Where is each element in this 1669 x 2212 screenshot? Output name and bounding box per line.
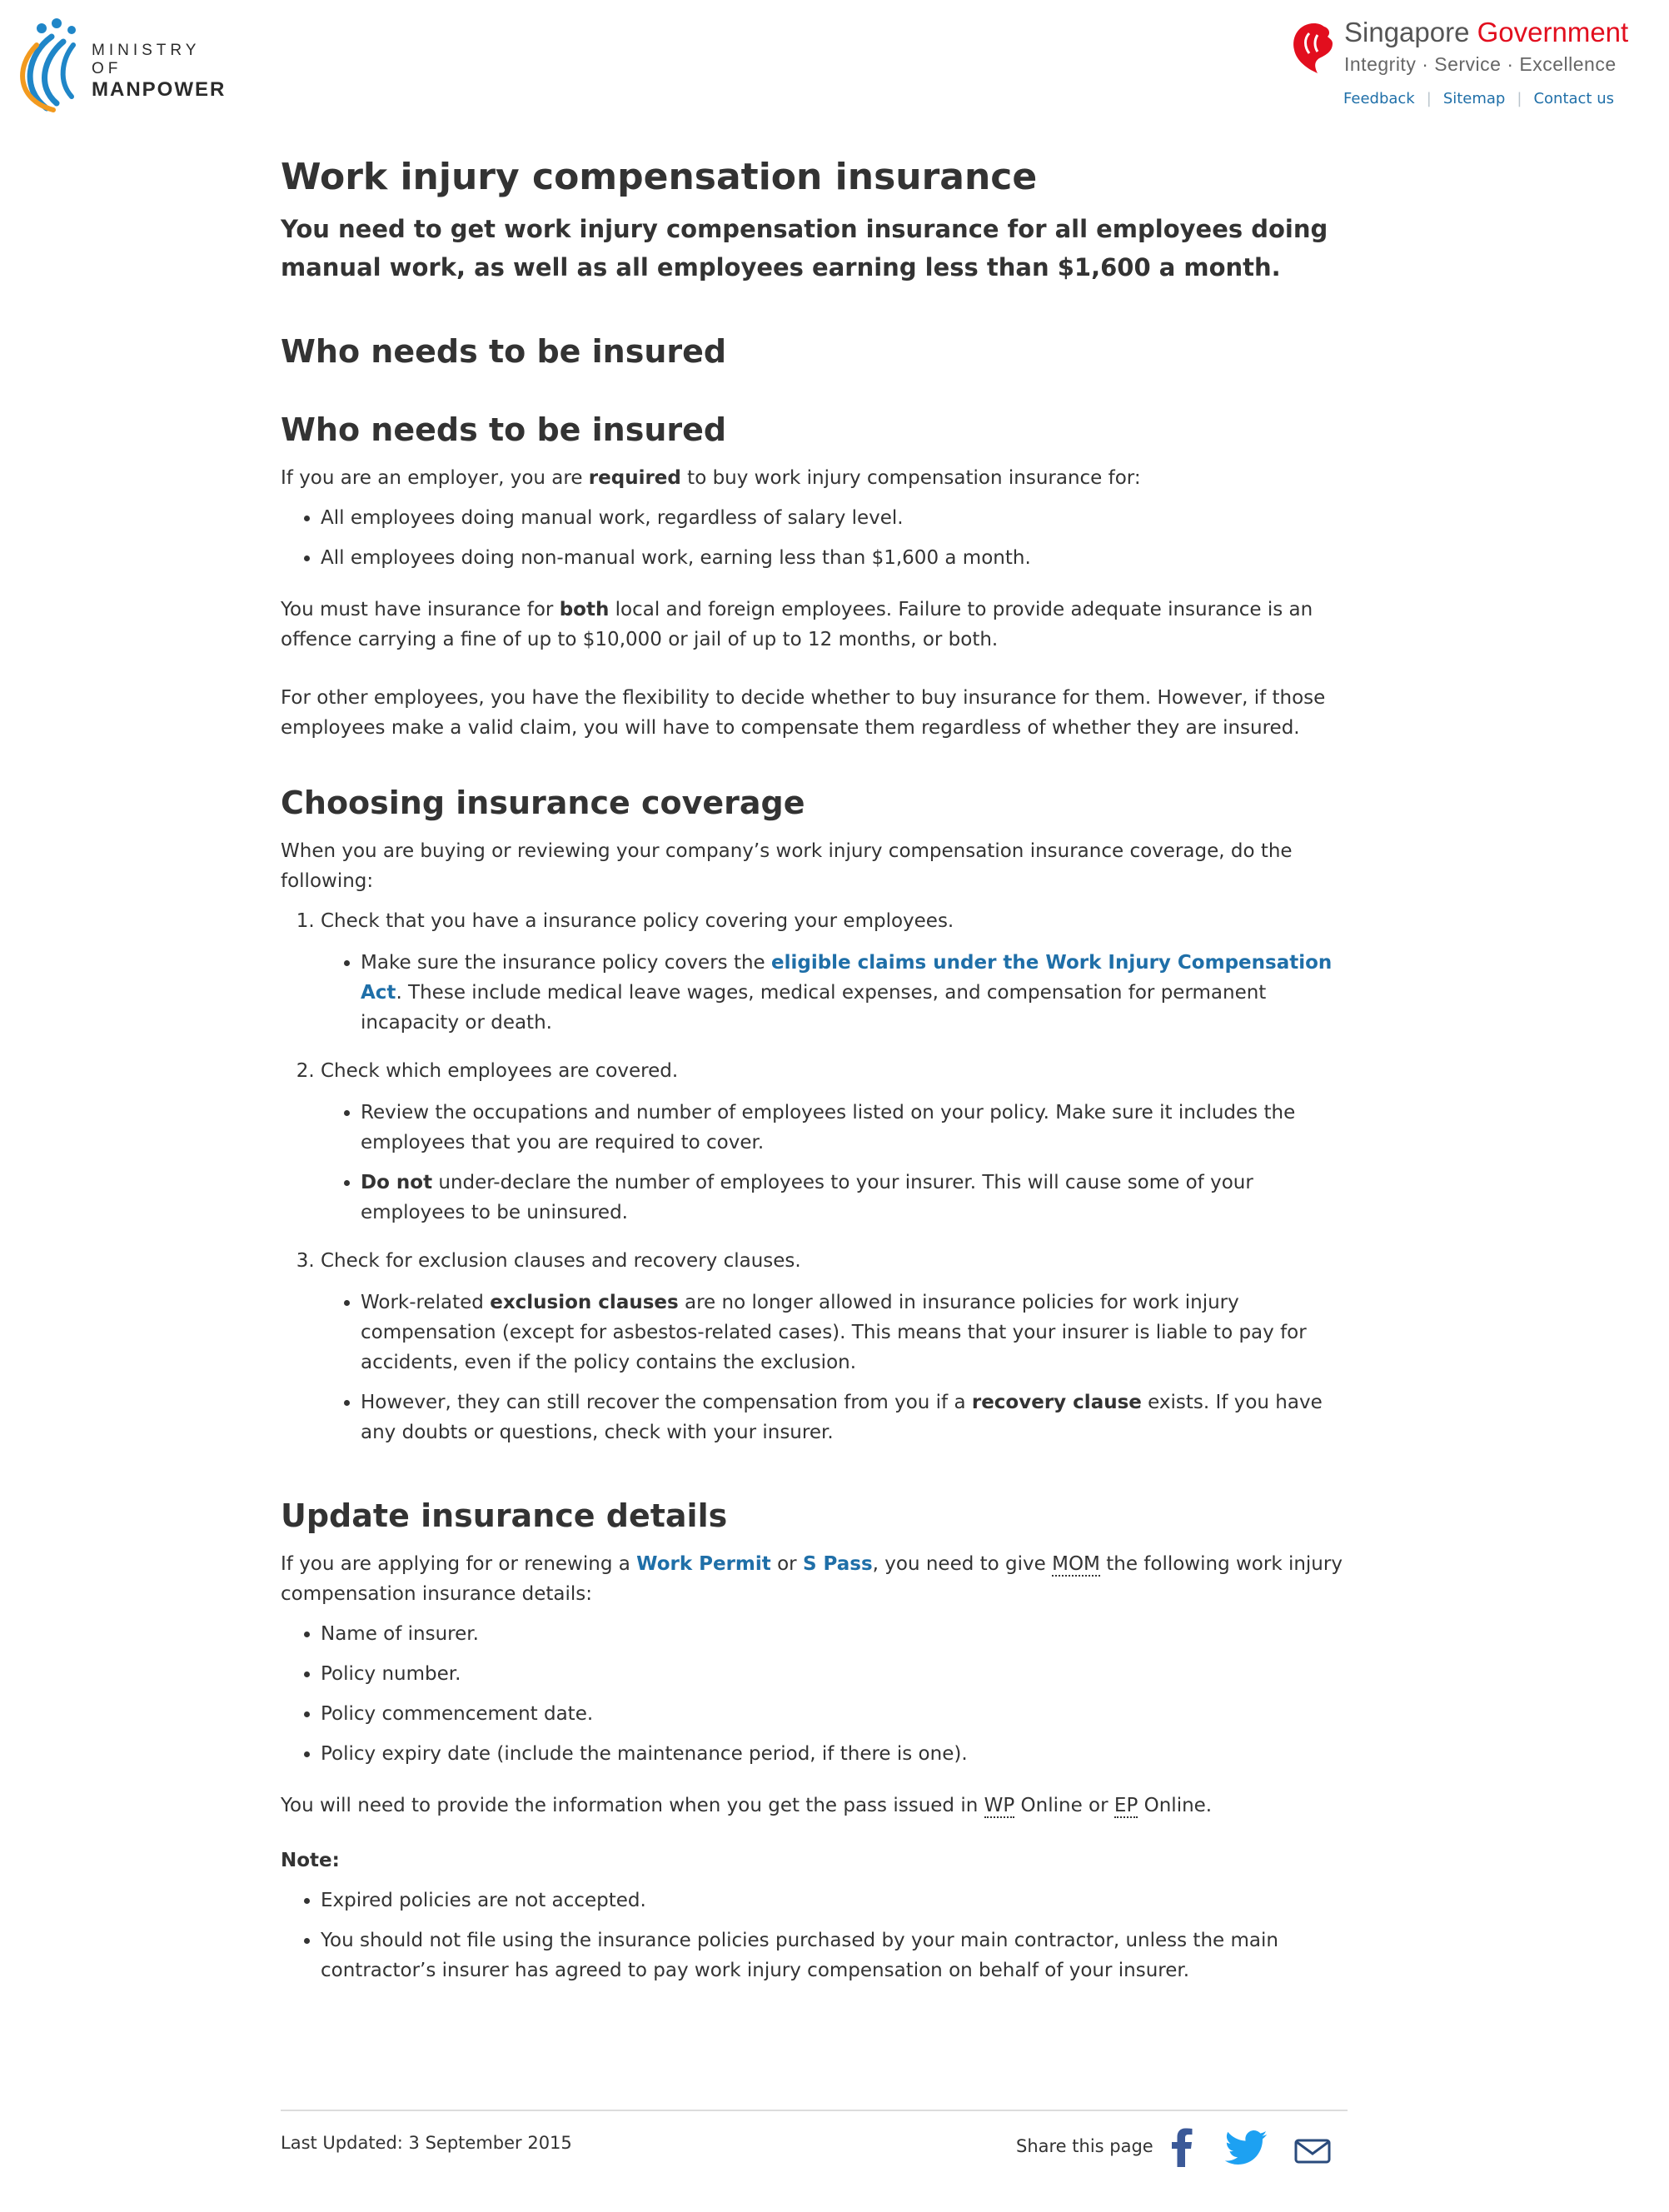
sub-bold: exclusion clauses <box>490 1292 679 1313</box>
update-text: , you need to give <box>872 1553 1053 1575</box>
list-item: • Review the occupations and number of employees listed on your policy. Make sure it includes the employees that you are required to cover. <box>361 1098 1351 1158</box>
s-pass-link[interactable]: S Pass <box>802 1553 873 1575</box>
nav-separator: | <box>1426 90 1432 107</box>
list-item: • All employees doing non-manual work, earning less than $1,600 a month. <box>321 543 1351 573</box>
who-intro-bold: required <box>588 467 681 489</box>
sub-text: Work-related <box>361 1292 491 1313</box>
step-text: Check for exclusion clauses and recovery clauses. <box>321 1250 801 1272</box>
sub-text: are no longer allowed in insurance policies for work injury compensation (except for asbestos-related cases). This means that your insurer is liable to pay for accidents, even if the policy contains the exclusion. <box>361 1292 1307 1373</box>
ministry-line1: MINISTRY OF <box>92 42 201 77</box>
note-label: Note: <box>281 1850 340 1871</box>
update-text: or <box>770 1553 803 1575</box>
site-header <box>0 0 1669 125</box>
mom-abbreviation[interactable]: MOM <box>1052 1553 1100 1575</box>
singapore-lion-icon <box>1289 22 1336 75</box>
choose-steps <box>281 906 1351 1447</box>
update-text: the following work injury compensation insurance details: <box>281 1553 1343 1605</box>
twitter-icon[interactable] <box>1224 2130 1268 2169</box>
list-item: • Expired policies are not accepted. <box>321 1886 1351 1916</box>
singapore-government-motto: Integrity · Service · Excellence <box>1344 53 1617 75</box>
ep-abbreviation[interactable]: EP <box>1113 1795 1138 1816</box>
who-intro-text: to buy work injury compensation insurance for: <box>680 467 1141 489</box>
who-intro-text: If you are an employer, you are <box>281 467 589 489</box>
choose-intro: When you are buying or reviewing your company’s work injury compensation insurance coverage, do the following: <box>281 840 1293 892</box>
email-icon[interactable] <box>1294 2139 1331 2167</box>
list-item <box>361 1168 1351 1228</box>
who-p2-text: You must have insurance for <box>281 599 560 620</box>
who-paragraph-both <box>281 595 1351 655</box>
nav-separator: | <box>1517 90 1522 107</box>
who-p2-text: local and foreign employees. Failure to provide adequate insurance is an offence carrying a fine of up to $10,000 or jail of up to 12 months, or both. <box>281 599 1313 650</box>
page-lead: You need to get work injury compensation insurance for all employees doing manual work, as well as all employees earning less than $1,600 a month. <box>281 215 1328 281</box>
singapore-government-brand[interactable] <box>1289 17 1629 83</box>
step-item <box>321 1056 1351 1228</box>
contact-us-link[interactable]: Contact us <box>1533 90 1614 107</box>
ministry-line2: MANPOWER <box>92 77 227 101</box>
step-text: Check that you have a insurance policy covering your employees. <box>321 910 954 932</box>
mom-emblem-icon <box>13 15 80 117</box>
section-heading-who-needs-insured: Who needs to be insured <box>281 333 727 370</box>
section-heading-update-details: Update insurance details <box>281 1497 728 1534</box>
sub-text: under-declare the number of employees to your insurer. This will cause some of your employees to be uninsured. <box>361 1172 1253 1223</box>
who-list <box>281 503 1351 573</box>
list-item: • Policy expiry date (include the maintenance period, if there is one). <box>321 1739 1351 1769</box>
facebook-icon[interactable] <box>1169 2127 1194 2170</box>
last-updated: Last Updated: 3 September 2015 <box>281 2133 572 2153</box>
update-intro <box>281 1549 1351 1609</box>
who-p2-bold: both <box>559 599 610 620</box>
list-item: • You should not file using the insurance policies purchased by your main contractor, unless the main contractor’s insurer has agreed to pay work injury compensation on behalf of your insurer. <box>321 1926 1351 1985</box>
list-item: • All employees doing manual work, regardless of salary level. <box>321 503 1351 533</box>
work-permit-link[interactable]: Work Permit <box>636 1553 771 1575</box>
step-item <box>321 1246 1351 1447</box>
list-item <box>361 1288 1351 1378</box>
note-list <box>281 1886 1351 1985</box>
sub-text: However, they can still recover the compensation from you if a <box>361 1392 972 1413</box>
section-heading-who-needs-insured: Who needs to be insured <box>281 411 727 448</box>
footer-divider <box>281 2110 1348 2111</box>
update-list <box>281 1619 1351 1769</box>
singapore-government-title <box>1344 17 1628 48</box>
sub-text: Make sure the insurance policy covers the <box>361 952 771 974</box>
list-item <box>361 948 1351 1038</box>
main-content <box>281 152 1351 1995</box>
who-paragraph-other: For other employees, you have the flexibility to decide whether to buy insurance for them. However, if those employees make a valid claim, you will have to compensate them regardless of whether they are insured. <box>281 687 1326 739</box>
sub-bold: Do not <box>361 1172 433 1193</box>
eligible-claims-link[interactable]: eligible claims under the Work Injury Compensation Act <box>361 952 1333 1004</box>
step-text: Check which employees are covered. <box>321 1060 679 1082</box>
sitemap-link[interactable]: Sitemap <box>1442 90 1506 107</box>
step-item <box>321 906 1351 1038</box>
update-text: If you are applying for or renewing a <box>281 1553 637 1575</box>
sg-title-government: Government <box>1477 17 1629 47</box>
wp-abbreviation[interactable]: WP <box>984 1795 1015 1816</box>
ministry-of-manpower-logo[interactable] <box>13 15 227 120</box>
sub-bold: recovery clause <box>971 1392 1142 1413</box>
sg-title-prefix: Singapore <box>1344 17 1477 47</box>
share-label: Share this page <box>1016 2136 1153 2156</box>
update-text: You will need to provide the information when you get the pass issued in <box>281 1795 984 1816</box>
section-heading-choosing-coverage: Choosing insurance coverage <box>281 785 805 821</box>
page-title: Work injury compensation insurance <box>281 156 1038 198</box>
utility-nav <box>1343 90 1614 107</box>
update-text: Online. <box>1138 1795 1213 1816</box>
list-item: • Policy number. <box>321 1659 1351 1689</box>
update-provide <box>281 1791 1351 1821</box>
list-item <box>361 1387 1351 1447</box>
feedback-link[interactable]: Feedback <box>1343 90 1415 107</box>
update-text: Online or <box>1014 1795 1114 1816</box>
sub-text: exists. If you have any doubts or questions, check with your insurer. <box>361 1392 1323 1443</box>
list-item: • Policy commencement date. <box>321 1699 1351 1729</box>
sub-text: . These include medical leave wages, medical expenses, and compensation for permanent incapacity or death. <box>361 982 1267 1034</box>
list-item: • Name of insurer. <box>321 1619 1351 1649</box>
who-intro <box>281 463 1351 493</box>
